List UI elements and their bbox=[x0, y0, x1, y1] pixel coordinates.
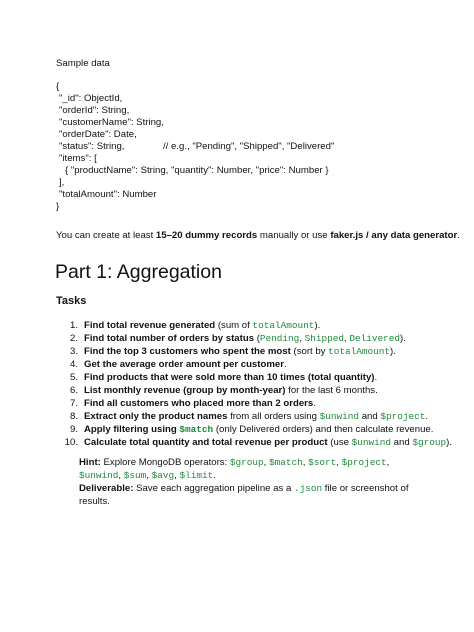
separator: , bbox=[386, 457, 390, 468]
inline-code: $match bbox=[269, 457, 303, 468]
records-note-middle: manually or use bbox=[257, 230, 331, 241]
inline-code: Pending bbox=[259, 333, 300, 344]
task-plain: (only Delivered orders) and then calculate revenue. bbox=[213, 424, 434, 435]
task-plain: ). bbox=[446, 437, 452, 448]
inline-code: totalAmount bbox=[328, 346, 391, 357]
task-number: 10. bbox=[64, 437, 78, 448]
task-text bbox=[84, 411, 428, 423]
separator: , bbox=[118, 470, 124, 481]
task-bold: Find the top 3 customers who spent the most bbox=[84, 346, 291, 357]
task-number: 2. bbox=[69, 333, 78, 344]
code-comment: // e.g., "Pending", "Shipped", "Delivered" bbox=[163, 141, 335, 152]
task-bold: Find total number of orders by status bbox=[84, 333, 255, 344]
task-plain: . bbox=[425, 411, 429, 422]
task-plain: (sort by bbox=[290, 346, 329, 357]
task-bold: Apply filtering using bbox=[84, 424, 180, 435]
deliverable-label: Deliverable: bbox=[79, 483, 134, 494]
task-number: 8. bbox=[69, 411, 78, 422]
code-line: "customerName": String, bbox=[59, 117, 164, 128]
code-line: ], bbox=[59, 177, 65, 188]
code-line: "items": [ bbox=[59, 153, 97, 164]
task-number: 1. bbox=[69, 320, 78, 331]
code-line: { bbox=[56, 81, 60, 92]
code-line: "orderDate": Date, bbox=[59, 129, 137, 140]
task-text bbox=[84, 372, 377, 384]
task-bold: Find all customers who placed more than 2 orders bbox=[84, 398, 314, 409]
task-bold: Find products that were sold more than 10 times (total quantity) bbox=[84, 372, 375, 383]
records-tool: faker.js / any data generator bbox=[330, 230, 458, 241]
inline-code: $sum bbox=[123, 470, 147, 481]
inline-code: $match bbox=[179, 424, 214, 435]
inline-code: $project bbox=[380, 411, 426, 422]
task-text bbox=[84, 333, 406, 345]
inline-code: $unwind bbox=[319, 411, 360, 422]
task-number: 3. bbox=[69, 346, 78, 357]
inline-code: $unwind bbox=[79, 470, 119, 481]
task-plain: (sum of bbox=[215, 320, 253, 331]
inline-code: $avg bbox=[151, 470, 175, 481]
task-plain: and bbox=[391, 437, 413, 448]
task-number: 4. bbox=[69, 359, 78, 370]
hint-line bbox=[79, 470, 216, 483]
task-plain: ). bbox=[400, 333, 406, 344]
separator: , bbox=[146, 470, 152, 481]
task-text bbox=[84, 424, 433, 436]
inline-code: .json bbox=[293, 483, 323, 494]
separator: . bbox=[213, 470, 216, 481]
hint-label: Hint: bbox=[79, 457, 101, 468]
task-plain: , bbox=[299, 333, 305, 344]
inline-code: totalAmount bbox=[252, 320, 315, 331]
separator: , bbox=[302, 457, 309, 468]
task-plain: from all orders using bbox=[227, 411, 320, 422]
task-number: 7. bbox=[69, 398, 78, 409]
task-plain: ). bbox=[390, 346, 396, 357]
task-text bbox=[84, 437, 452, 449]
inline-code: Delivered bbox=[349, 333, 401, 344]
task-bold: List monthly revenue (group by month-year) bbox=[84, 385, 286, 396]
inline-code: $unwind bbox=[351, 437, 392, 448]
inline-code: $limit bbox=[179, 470, 214, 481]
task-text bbox=[84, 398, 316, 410]
code-line: "status": String, bbox=[59, 141, 125, 152]
task-text bbox=[84, 320, 320, 332]
task-plain: and bbox=[359, 411, 381, 422]
task-text bbox=[84, 385, 378, 397]
inline-code: Shipped bbox=[304, 333, 345, 344]
deliverable-text: Save each aggregation pipeline as a bbox=[133, 483, 294, 494]
task-plain: . bbox=[283, 359, 287, 370]
deliverable-text: file or screenshot of bbox=[322, 483, 409, 494]
hint-line bbox=[79, 457, 389, 470]
inline-code: $sort bbox=[308, 457, 337, 468]
task-plain: . bbox=[374, 372, 378, 383]
records-note-prefix: You can create at least bbox=[56, 230, 156, 241]
inline-code: $project bbox=[341, 457, 387, 468]
task-plain: for the last 6 months. bbox=[285, 385, 378, 396]
task-number: 5. bbox=[69, 372, 78, 383]
separator: , bbox=[336, 457, 342, 468]
code-line: "_id": ObjectId, bbox=[59, 93, 123, 104]
tasks-heading: Tasks bbox=[56, 295, 87, 307]
task-number: 9. bbox=[69, 424, 78, 435]
code-line: "orderId": String, bbox=[59, 105, 130, 116]
task-plain: , bbox=[344, 333, 350, 344]
task-number: 6. bbox=[69, 385, 78, 396]
part-title: Part 1: Aggregation bbox=[55, 261, 222, 283]
task-plain: ( bbox=[254, 333, 260, 344]
task-text bbox=[84, 346, 396, 358]
task-bold: Get the average order amount per customer bbox=[84, 359, 284, 370]
task-bold: Calculate total quantity and total revenue per product bbox=[84, 437, 328, 448]
task-plain: (use bbox=[327, 437, 352, 448]
inline-code: $group bbox=[229, 457, 264, 468]
code-line: } bbox=[56, 201, 60, 212]
deliverable-line: results. bbox=[79, 496, 110, 507]
records-note bbox=[56, 230, 460, 242]
records-count: 15–20 dummy records bbox=[155, 230, 258, 241]
task-bold: Extract only the product names bbox=[84, 411, 228, 422]
task-text bbox=[84, 359, 287, 371]
separator: , bbox=[263, 457, 270, 468]
separator: , bbox=[174, 470, 180, 481]
task-bold: Find total revenue generated bbox=[84, 320, 216, 331]
records-note-suffix: . bbox=[457, 230, 460, 241]
sample-data-heading: Sample data bbox=[56, 58, 110, 69]
code-line: { "productName": String, "quantity": Number, "price": Number } bbox=[65, 165, 329, 176]
inline-code: $group bbox=[412, 437, 447, 448]
task-plain: . bbox=[313, 398, 316, 409]
task-plain: ). bbox=[314, 320, 321, 331]
hint-text: Explore MongoDB operators: bbox=[100, 457, 230, 468]
deliverable-line bbox=[79, 483, 408, 496]
code-line: "totalAmount": Number bbox=[59, 189, 157, 200]
